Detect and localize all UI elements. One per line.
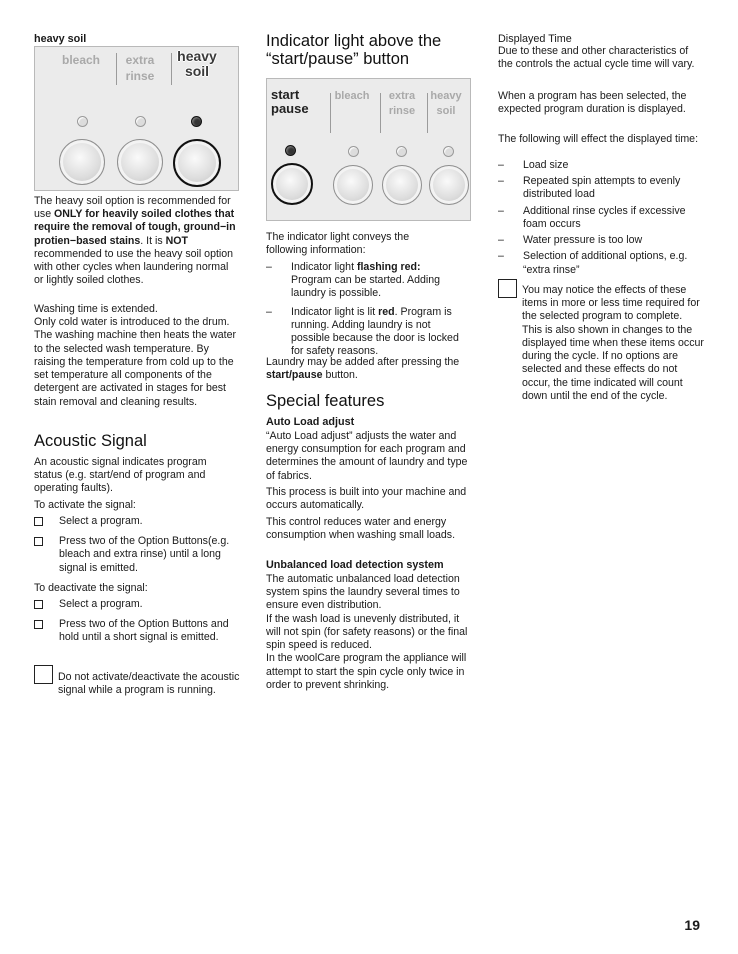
list-item [498, 159, 704, 172]
button-heavy-soil [173, 139, 221, 187]
led-bleach [348, 146, 359, 157]
emphasis: ONLY for heavily soiled clothes that require the removal of tough, ground−in protien−based stains [34, 208, 236, 247]
displayed-time-p3: The following will effect the displayed time: [498, 133, 699, 145]
list-item [266, 306, 472, 359]
dash-bullet: – [498, 159, 504, 171]
indicator-states [266, 261, 472, 359]
indicator-light-heading: Indicator light above the “start/pause” button [266, 32, 442, 69]
text: Indicator light [291, 261, 357, 273]
text: Laundry may be added after pressing the [266, 356, 460, 368]
emphasis: start/pause [266, 369, 323, 382]
list-item [266, 261, 472, 301]
activate-title: To activate the signal: [34, 499, 136, 511]
list-item-text: Select a program. [59, 515, 143, 527]
acoustic-note [34, 665, 240, 697]
washing-time-paragraph: Washing time is extended. Only cold water is introduced to the drum. The washing machine then heats the water to the selected wash temperature. By raising the temperature from cold up to the set temperature all components of the detergent are activated in stages for best stain removal and cleaning results. [34, 303, 236, 408]
list-item-text: Select a program. [59, 598, 143, 610]
dash-bullet: – [266, 305, 272, 318]
displayed-time-title: Displayed Time [498, 33, 572, 45]
button-bleach [59, 139, 105, 185]
led-bleach [77, 116, 88, 127]
list-item [34, 535, 240, 575]
auto-load-p2: This process is built into your machine and occurs automatically. [266, 486, 467, 512]
list-item-text: Repeated spin attempts to evenly distributed load [523, 175, 681, 201]
dash-bullet: – [498, 250, 504, 263]
page-number: 19 [684, 917, 700, 933]
note-icon [34, 665, 53, 684]
displayed-time-p1: Due to these and other characteristics of the controls the actual cycle time will vary. [498, 45, 695, 71]
list-item [498, 205, 704, 231]
text: Indicator light is lit [291, 305, 379, 318]
list-item [34, 598, 240, 611]
displayed-time-p2: When a program has been selected, the expected program duration is displayed. [498, 90, 687, 116]
note-text: Do not activate/deactivate the acoustic signal while a program is running. [58, 671, 240, 697]
checkbox-bullet [34, 600, 43, 609]
dash-bullet: – [498, 234, 504, 247]
after-paragraph [266, 356, 472, 382]
panel-label-start-pause: start pause [271, 87, 309, 117]
unbalanced-paragraph: The automatic unbalanced load detection system spins the laundry several times to ensure even distribution. If the wash load is unevenly distributed, it will not spin (for safety reasons) or the final spin speed is reduced. In the woolCare program the appliance will attempt to start the spin cycle only twice in order to prevent shrinking. [266, 573, 468, 691]
list-item [498, 234, 704, 247]
panel-divider [427, 93, 428, 133]
panel-label-bleach: bleach [61, 53, 100, 67]
list-item [34, 618, 240, 644]
panel-caption: heavy soil [34, 33, 87, 45]
note-icon [498, 279, 517, 298]
dash-bullet: – [498, 204, 504, 217]
led-start-pause [285, 145, 296, 156]
heavy-soil-paragraph [34, 195, 240, 288]
dash-bullet: – [498, 175, 504, 188]
panel-label-heavy-soil: heavy soil [177, 48, 217, 80]
button-start-pause [271, 163, 313, 205]
led-extra-rinse [135, 116, 146, 127]
time-factors [498, 159, 704, 277]
panel-divider [171, 53, 172, 85]
panel-divider [330, 93, 331, 133]
led-heavy-soil [191, 116, 202, 127]
list-item-text: Water pressure is too low [523, 234, 643, 247]
button-extra-rinse [117, 139, 163, 185]
text: recommended to use the heavy soil option with other cycles when laundering normal or lightly soiled clothes. [34, 247, 234, 287]
deactivate-steps [34, 598, 240, 645]
special-features-heading: Special features [266, 392, 385, 410]
acoustic-intro: An acoustic signal indicates program status (e.g. start/end of program and operating faults). [34, 456, 207, 495]
text: Program can be started. Adding laundry is possible. [291, 274, 440, 300]
list-item-text: Additional rinse cycles if excessive foam occurs [523, 204, 686, 230]
button-heavy-soil [429, 165, 469, 205]
list-item [34, 515, 240, 528]
list-item [498, 175, 704, 201]
panel-divider [380, 93, 381, 133]
led-heavy-soil [443, 146, 454, 157]
auto-load-p3: This control reduces water and energy consumption when washing small loads. [266, 516, 456, 542]
list-item-text: Selection of additional options, e.g. “extra rinse” [523, 250, 688, 276]
panel-label-heavy-soil: heavy soil [430, 90, 462, 117]
start-pause-panel-illustration [266, 78, 471, 221]
emphasis: red [378, 305, 395, 318]
indicator-intro: The indicator light conveys the following information: [266, 231, 410, 257]
checkbox-bullet [34, 517, 43, 526]
button-bleach [333, 165, 373, 205]
acoustic-signal-heading: Acoustic Signal [34, 432, 147, 450]
unbalanced-title: Unbalanced load detection system [266, 559, 444, 571]
panel-label-extra-rinse: extra rinse [388, 90, 416, 117]
activate-steps [34, 515, 240, 575]
panel-label-extra-rinse: extra rinse [125, 53, 155, 84]
text: button. [322, 369, 358, 382]
checkbox-bullet [34, 620, 43, 629]
auto-load-title: Auto Load adjust [266, 416, 355, 428]
panel-label-bleach: bleach [334, 90, 370, 102]
text: The heavy soil option is recommended for use [34, 195, 231, 221]
led-extra-rinse [396, 146, 407, 157]
text: . It is [140, 234, 166, 247]
dash-bullet: – [266, 261, 272, 273]
list-item-text: Load size [523, 159, 569, 171]
heavy-soil-panel-illustration [34, 46, 239, 191]
auto-load-p1: “Auto Load adjust” adjusts the water and energy consumption for each program and determines the amount of laundry and type of fabrics. [266, 430, 468, 482]
note-text: You may notice the effects of these items in more or less time required for the selected program to complete. This is also shown in changes to the displayed time when these items occur during the cycle. If no options are selected and these effects do not occur, the time indicated will count down until the end of the cycle. [522, 284, 704, 402]
list-item [498, 250, 704, 276]
panel-divider [116, 53, 117, 85]
button-extra-rinse [382, 165, 422, 205]
list-item-text: Press two of the Option Buttons(e.g. bleach and extra rinse) until a long signal is emitted. [59, 535, 230, 574]
checkbox-bullet [34, 537, 43, 546]
list-item-text: Press two of the Option Buttons and hold until a short signal is emitted. [59, 618, 229, 644]
emphasis: NOT [165, 234, 188, 247]
emphasis: flashing red: [356, 261, 421, 273]
text: . Program is running. Adding laundry is not possible because the door is locked for safety reasons. [291, 305, 459, 358]
deactivate-title: To deactivate the signal: [34, 582, 148, 594]
displayed-time-note [498, 279, 704, 403]
